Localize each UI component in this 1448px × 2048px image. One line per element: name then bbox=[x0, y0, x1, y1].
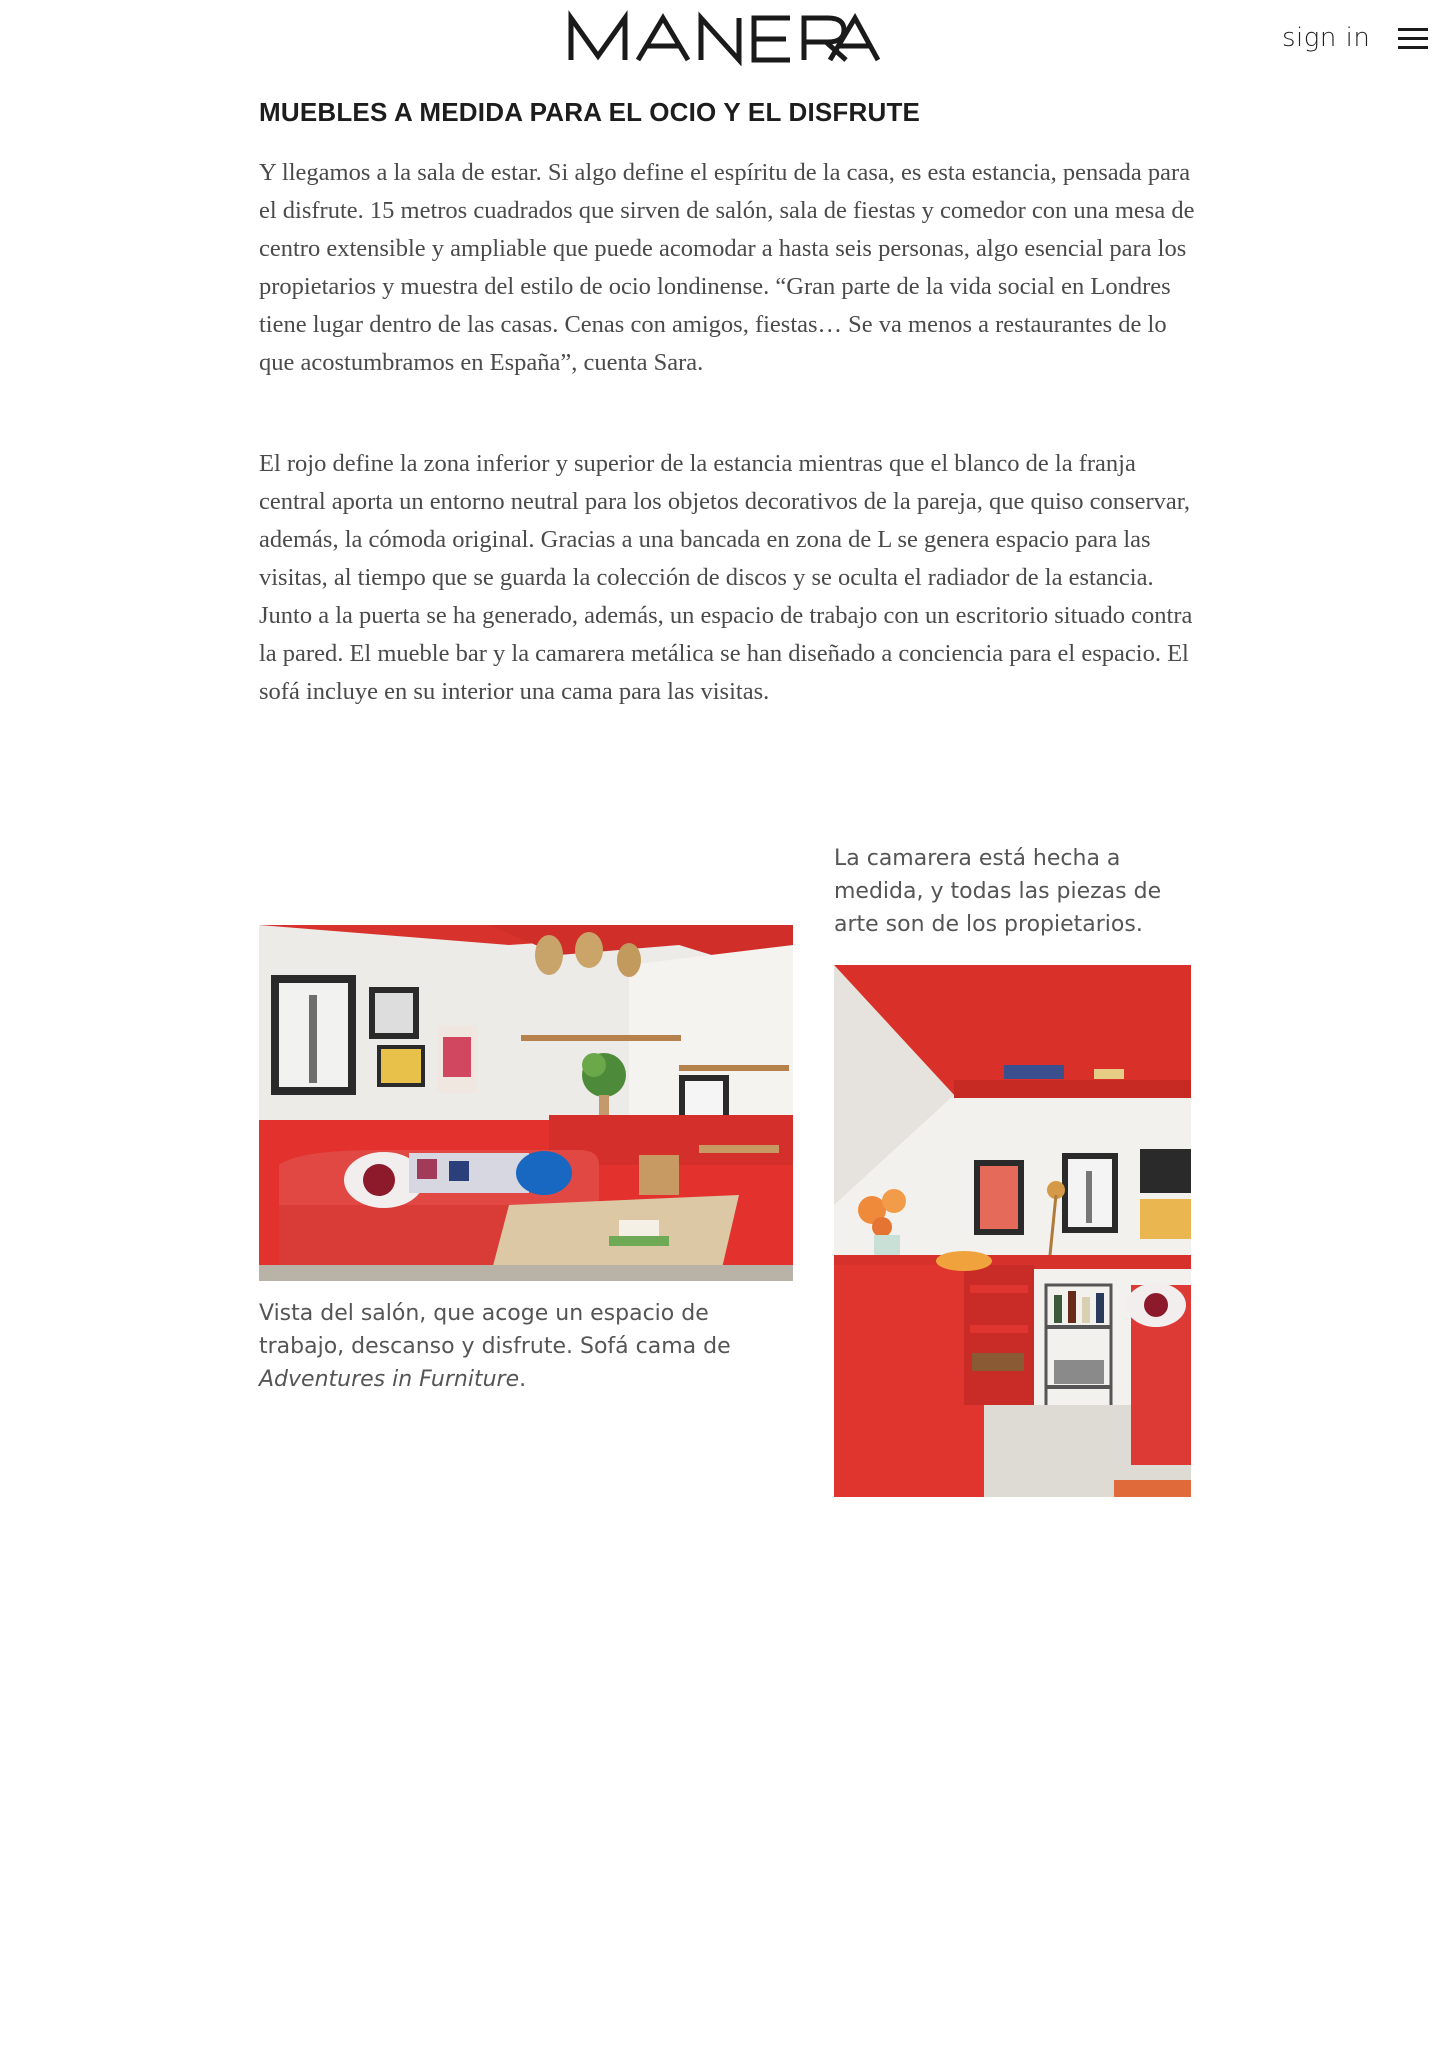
caption-end: . bbox=[519, 1367, 527, 1392]
section-heading: MUEBLES A MEDIDA PARA EL OCIO Y EL DISFRUTE bbox=[259, 97, 921, 127]
caption-text: Vista del salón, que acoge un espacio de trabajo, descanso y disfrute. Sofá cama de bbox=[259, 1301, 731, 1359]
sign-in-link[interactable]: sign in bbox=[1282, 23, 1371, 53]
bar-cart-photo[interactable] bbox=[834, 965, 1191, 1497]
menu-line bbox=[1398, 28, 1428, 31]
manera-logo-icon bbox=[568, 10, 880, 66]
hamburger-menu-icon[interactable] bbox=[1398, 26, 1430, 52]
brand-logo[interactable] bbox=[568, 10, 880, 66]
figure-caption-left bbox=[259, 1297, 799, 1396]
menu-line bbox=[1398, 46, 1428, 49]
living-room-photo[interactable] bbox=[259, 925, 793, 1281]
article-paragraph: Y llegamos a la sala de estar. Si algo define el espíritu de la casa, es esta estancia, pensada para el disfrute. 15 metros cuadrados que sirven de salón, sala de fiestas y comedor con una mesa de centro extensible y ampliable que puede acomodar a hasta seis personas, algo esencial para los propietarios y muestra del estilo de ocio londinense. “Gran parte de la vida social en Londres tiene lugar dentro de las casas. Cenas con amigos, fiestas… Se va menos a restaurantes de lo que acostumbramos en España”, cuenta Sara. bbox=[259, 159, 1195, 376]
menu-line bbox=[1398, 37, 1428, 40]
figure-caption-right: La camarera está hecha a medida, y todas las piezas de arte son de los propietarios. bbox=[834, 846, 1162, 937]
article-paragraph: El rojo define la zona inferior y superior de la estancia mientras que el blanco de la franja central aporta un entorno neutral para los objetos decorativos de la pareja, que quiso conservar, además, la cómoda original. Gracias a una bancada en zona de L se genera espacio para las visitas, al tiempo que se guarda la colección de discos y se oculta el radiador de la estancia. Junto a la puerta se ha generado, además, un espacio de trabajo con un escritorio situado contra la pared. El mueble bar y la camarera metálica se han diseñado a conciencia para el espacio. El sofá incluye en su interior una cama para las visitas. bbox=[259, 450, 1193, 705]
caption-italic: Adventures in Furniture bbox=[259, 1367, 520, 1392]
